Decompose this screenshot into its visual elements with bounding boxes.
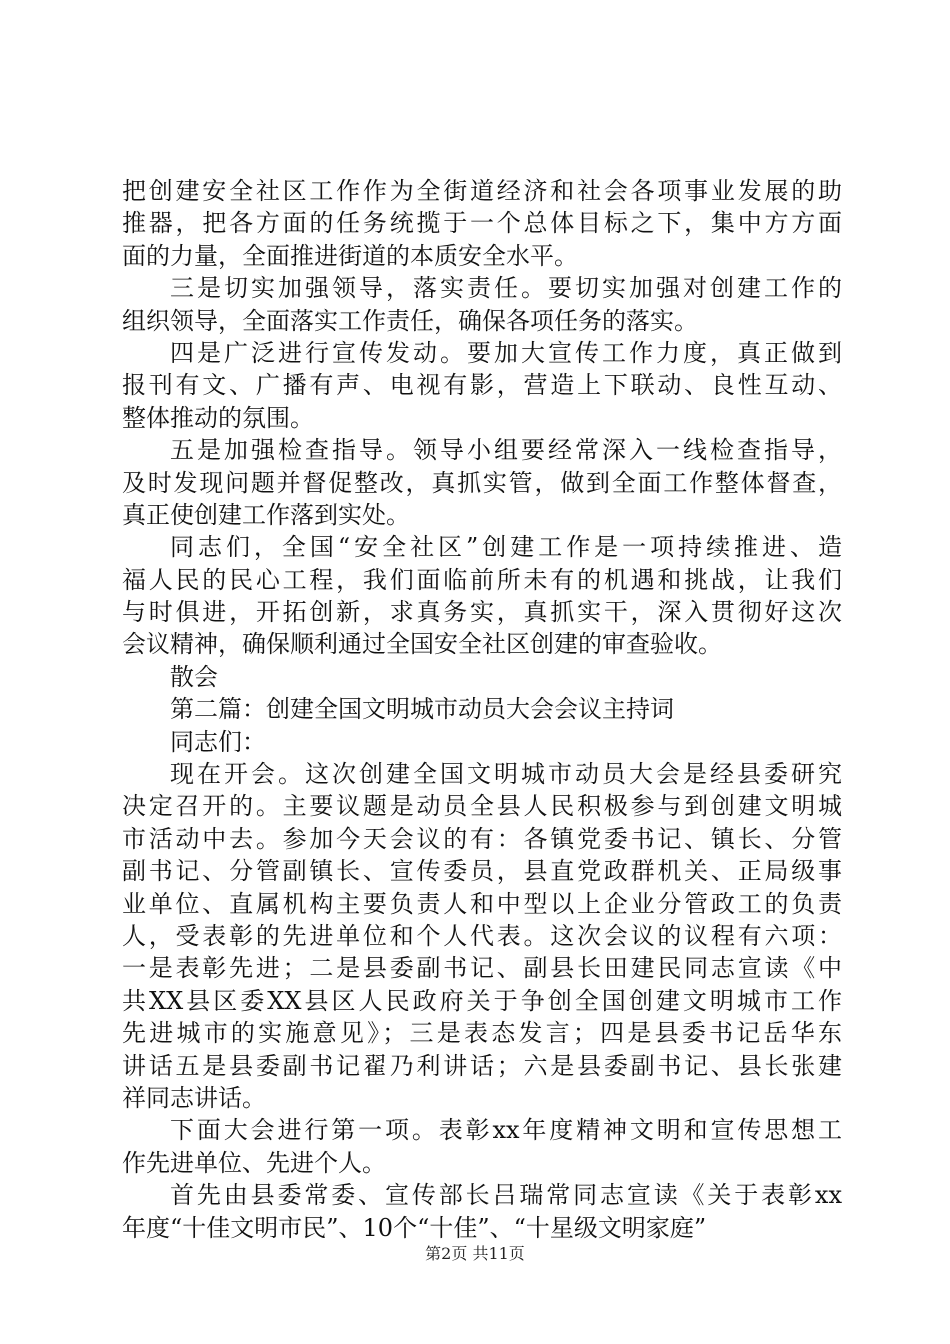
paragraph bbox=[122, 1179, 842, 1244]
paragraph bbox=[122, 272, 842, 337]
text-line: 现在开会。这次创建全国文明城市动员大会是经县委研究 bbox=[170, 760, 842, 789]
text-line: 同志们： bbox=[170, 727, 266, 756]
text-line: 同志们，全国“安全社区”创建工作是一项持续推进、造 bbox=[170, 533, 842, 562]
text-line: 共XX县区委XX县区人民政府关于争创全国创建文明城市工作 bbox=[122, 986, 842, 1015]
paragraph bbox=[122, 661, 842, 693]
text-line: 首先由县委常委、宣传部长吕瑞常同志宣读《关于表彰xx bbox=[170, 1181, 842, 1210]
text-line: 真正使创建工作落到实处。 bbox=[122, 500, 410, 529]
paragraph bbox=[122, 434, 842, 531]
text-line: 组织领导，全面落实工作责任，确保各项任务的落实。 bbox=[122, 306, 698, 335]
text-line: 祥同志讲话。 bbox=[122, 1083, 266, 1112]
text-line: 会议精神，确保顺利通过全国安全社区创建的审查验收。 bbox=[122, 630, 722, 659]
document-body bbox=[122, 175, 842, 1244]
text-line: 下面大会进行第一项。表彰xx年度精神文明和宣传思想工 bbox=[170, 1116, 842, 1145]
text-line: 把创建安全社区工作作为全街道经济和社会各项事业发展的助 bbox=[122, 177, 842, 205]
text-line: 四是广泛进行宣传发动。要加大宣传工作力度，真正做到 bbox=[170, 338, 842, 367]
text-line: 市活动中去。参加今天会议的有：各镇党委书记、镇长、分管 bbox=[122, 824, 842, 853]
paragraph bbox=[122, 531, 842, 661]
paragraph bbox=[122, 693, 842, 725]
text-line: 与时俱进，开拓创新，求真务实，真抓实干，深入贯彻好这次 bbox=[122, 598, 842, 627]
text-line: 第二篇：创建全国文明城市动员大会会议主持词 bbox=[170, 695, 674, 724]
paragraph bbox=[122, 1114, 842, 1179]
text-line: 作先进单位、先进个人。 bbox=[122, 1148, 386, 1177]
paragraph bbox=[122, 175, 842, 272]
text-line: 散会 bbox=[170, 662, 218, 691]
text-line: 决定召开的。主要议题是动员全县人民积极参与到创建文明城 bbox=[122, 792, 842, 821]
text-line: 副书记、分管副镇长、宣传委员，县直党政群机关、正局级事 bbox=[122, 857, 842, 886]
text-line: 先进城市的实施意见》；三是表态发言；四是县委书记岳华东 bbox=[122, 1019, 842, 1048]
text-line: 推器，把各方面的任务统揽于一个总体目标之下，集中方方面 bbox=[122, 209, 842, 238]
text-line: 面的力量，全面推进街道的本质安全水平。 bbox=[122, 241, 578, 270]
text-line: 业单位、直属机构主要负责人和中型以上企业分管政工的负责 bbox=[122, 889, 842, 918]
text-line: 年度“十佳文明市民”、10个“十佳”、“十星级文明家庭” bbox=[122, 1213, 707, 1242]
page-footer: 第2页 共11页 bbox=[425, 1244, 525, 1263]
text-line: 三是切实加强领导，落实责任。要切实加强对创建工作的 bbox=[170, 274, 842, 303]
text-line: 讲话五是县委副书记翟乃利讲话；六是县委副书记、县长张建 bbox=[122, 1051, 842, 1080]
text-line: 福人民的民心工程，我们面临前所未有的机遇和挑战，让我们 bbox=[122, 565, 842, 594]
text-line: 报刊有文、广播有声、电视有影，营造上下联动、良性互动、 bbox=[122, 371, 842, 400]
text-line: 整体推动的氛围。 bbox=[122, 403, 314, 432]
text-line: 人，受表彰的先进单位和个人代表。这次会议的议程有六项： bbox=[122, 921, 842, 950]
paragraph bbox=[122, 758, 842, 1114]
text-line: 及时发现问题并督促整改，真抓实管，做到全面工作整体督查， bbox=[122, 468, 842, 497]
paragraph bbox=[122, 337, 842, 434]
text-line: 一是表彰先进；二是县委副书记、副县长田建民同志宣读《中 bbox=[122, 954, 842, 983]
paragraph bbox=[122, 726, 842, 758]
text-line: 五是加强检查指导。领导小组要经常深入一线检查指导， bbox=[170, 436, 842, 465]
